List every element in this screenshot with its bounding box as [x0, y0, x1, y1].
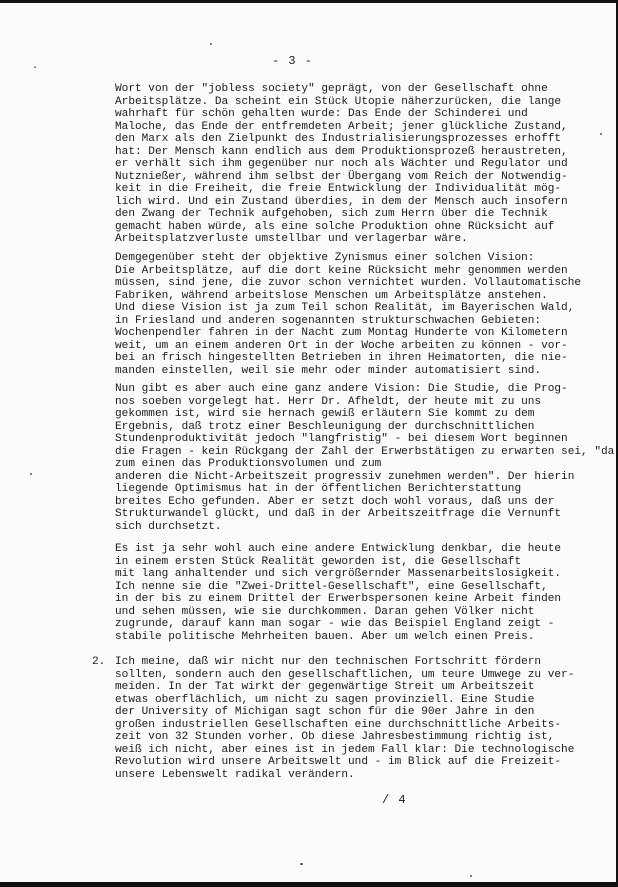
- scan-speck: [300, 863, 303, 865]
- margin-mark: ·: [32, 63, 39, 74]
- paragraph-jobless-society: Wort von der "jobless society" geprägt, von der Gesellschaft ohne Arbeitsplätze. Da scheint ein Stück Utopie näherzurücken, die lange wahrhaft für schön gehalten wurde: Das Ende der Schinderei und Maloche, das Ende der entfremdeten Arbeit; jener glückliche Zustand, den Marx als den Zielpunkt des Industrialisierungsprozesses erhofft hat: Der Mensch kann endlich aus dem Produktionsprozeß heraustreten, er verhält sich ihm gegenüber nur noch als Wächter und Regulator und Nutznießer, während ihm selbst der Übergang vom Reich der Notwendig- keit in die Freiheit, die freie Entwicklung der Individualität mög- lich wird. Und ein Zustand überdies, in dem der Mensch auch insofern den Zwang der Technik aufgehoben, sich zum Herrn über die Technik gemacht haben würde, als eine solche Produktion ohne Rücksicht auf Arbeitsplatzverluste umstellbar und verlagerbar wäre.: [115, 83, 568, 245]
- paragraph-prognos-study: Nun gibt es aber auch eine ganz andere Vision: Die Studie, die Prog- nos soeben vorgelegt hat. Herr Dr. Afheldt, der heute mit zu uns gekommen ist, wird sie hernach gewiß erläutern Sie kommt zu dem Ergebnis, daß trotz einer Beschleunigung der durchschnittlichen Stundenproduktivität jedoch "langfristig" - bei diesem Wort beginnen die Fragen - kein Rückgang der Zahl der Erwerbstätigen zu erwarten sei, "da zum einen das Produktionsvolumen und zum anderen die Nicht-Arbeitszeit progressiv zunehmen werden". Der hierin liegende Optimismus hat in der öffentlichen Berichterstattung breites Echo gefunden. Aber er setzt doch wohl voraus, daß uns der Strukturwandel glückt, und daß in der Arbeitszeitfrage die Vernunft sich durchsetzt.: [115, 383, 615, 533]
- scan-speck: [210, 43, 212, 45]
- paragraph-item-2: Ich meine, daß wir nicht nur den technischen Fortschritt fördern sollten, sondern auch den gesellschaftlichen, um teure Umwege zu ver- meiden. In der Tat wirkt der gegenwärtige Streit um Arbeitszeit etwas oberflächlich, um nicht zu sagen provinziell. Eine Studie der University of Michigan sagt schon für die 90er Jahre in den großen industriellen Gesellschaften eine durchschnittliche Arbeits- zeit von 32 Stunden vorher. Ob diese Jahresbestimmung richtig ist, weiß ich nicht, aber eines ist in jedem Fall klar: Die technologische Revolution wird unsere Arbeitswelt und - im Blick auf die Freizeit- unsere Lebenswelt radikal verändern.: [115, 656, 575, 781]
- page-number: - 3 -: [272, 54, 314, 68]
- scan-speck: [470, 875, 472, 877]
- list-number: 2.: [92, 656, 106, 668]
- scan-speck: [600, 133, 602, 135]
- scan-speck: [30, 473, 32, 475]
- paragraph-cynicism-vision: Demgegenüber steht der objektive Zynismus einer solchen Vision: Die Arbeitsplätze, auf die dort keine Rücksicht mehr genommen werden müssen, sind jene, die zuvor schon vernichtet wurden. Vollautomatische Fabriken, während arbeitslose Menschen um Arbeitsplätze anstehen. Und diese Vision ist ja zum Teil schon Realität, im Bayerischen Wald, in Friesland und anderen sogenannten strukturschwachen Gebieten: Wochenpendler fahren in der Nacht zum Montag Hunderte von Kilometern weit, um an einem anderen Ort in der Woche arbeiten zu können - vor- bei an frisch hingestellten Betrieben in ihren Heimatorten, die nie- manden einstellen, weil sie mehr oder minder automatisiert sind.: [115, 252, 582, 377]
- paragraph-two-thirds-society: Es ist ja sehr wohl auch eine andere Entwicklung denkbar, die heute in einem ersten Stück Realität geworden ist, die Gesellschaft mit lang anhaltender und sich vergrößernder Massenarbeitslosigkeit. Ich nenne sie die "Zwei-Drittel-Gesellschaft", eine Gesellschaft, in der bis zu einem Drittel der Erwerbspersonen keine Arbeit finden und sehen müssen, wie sie durchkommen. Daran gehen Völker nicht zugrunde, darauf kann man sogar - wie das Beispiel England zeigt - stabile politische Mehrheiten bauen. Aber um welch einen Preis.: [115, 543, 562, 643]
- continuation-marker: / 4: [382, 793, 407, 807]
